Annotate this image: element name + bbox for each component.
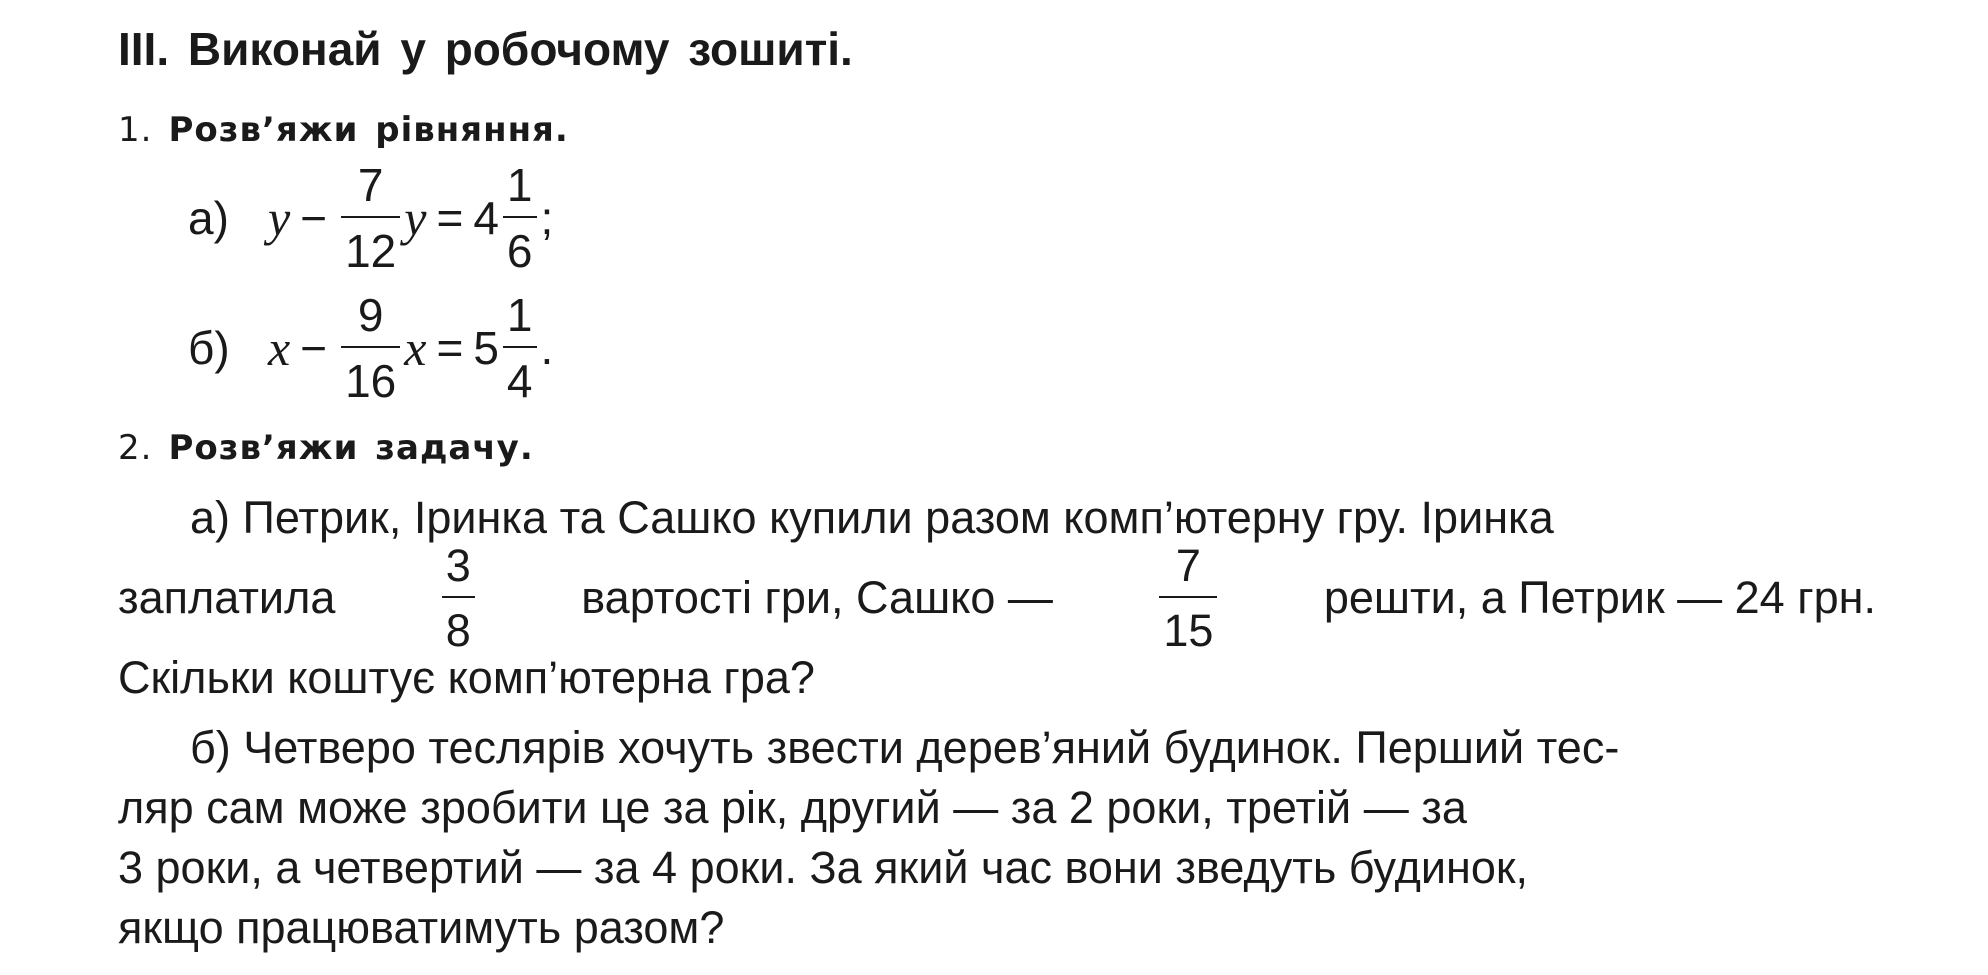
equation-b-variable: x xyxy=(268,320,291,376)
problem-a-line-1 xyxy=(118,488,1876,548)
equation-b-end: . xyxy=(540,322,554,374)
equation-a-mixed-fraction xyxy=(503,159,537,277)
equation-b-mixed-numerator: 1 xyxy=(506,289,533,341)
fraction-bar xyxy=(1159,596,1217,598)
problem-b-line-2 xyxy=(118,778,1876,838)
problem-b-line-1 xyxy=(118,718,1876,778)
equation-a-denominator: 12 xyxy=(345,225,397,277)
task-2-number: 2. xyxy=(118,428,153,468)
equation-a-variable-2: y xyxy=(404,190,427,246)
equation-a-mixed-denominator: 6 xyxy=(506,225,533,277)
equation-a-end: ; xyxy=(540,192,554,244)
problem-b-line-4: якщо працюватимуть разом? xyxy=(118,902,725,953)
task-2-title: Розв’яжи задачу. xyxy=(168,428,534,468)
equation-a-equals: = xyxy=(436,192,464,244)
problem-b-text-2: ляр сам може зробити це за рік, другий — за 2 роки, третій — за xyxy=(118,782,1467,833)
task-1-number: 1. xyxy=(118,110,153,150)
problem-a-fraction-1 xyxy=(442,540,475,656)
equation-b-fraction xyxy=(341,289,400,407)
equation-a-numerator: 7 xyxy=(357,159,384,211)
problem-a-fraction-2-numerator: 7 xyxy=(1175,540,1201,591)
problem-a-fraction-2-denominator: 15 xyxy=(1163,605,1214,656)
task-1-title: Розв’яжи рівняння. xyxy=(168,110,569,150)
equation-b-equals: = xyxy=(436,322,464,374)
equation-a-minus: − xyxy=(300,192,328,244)
problem-b-text-3: 3 роки, а четвертий — за 4 роки. За який час вони зведуть будинок, xyxy=(118,842,1529,893)
fraction-bar xyxy=(341,216,400,218)
equation-a-variable: y xyxy=(268,190,291,246)
problem-a-text-2-mid: вартості гри, Сашко — xyxy=(581,572,1053,623)
fraction-bar xyxy=(442,596,475,598)
problem-b-text-1: б) Четверо теслярів хочуть звести дерев’яний будинок. Перший тес- xyxy=(190,722,1620,773)
section-heading: III. Виконай у робочому зошиті. xyxy=(118,23,853,75)
equation-b-numerator: 9 xyxy=(357,289,384,341)
fraction-bar xyxy=(341,346,400,348)
equation-b-variable-2: x xyxy=(404,320,427,376)
problem-b-line-3 xyxy=(118,838,1876,898)
equation-b-whole: 5 xyxy=(473,322,499,374)
problem-a-line-3: Скільки коштує комп’ютерна гра? xyxy=(118,652,815,703)
equation-b-minus: − xyxy=(300,322,328,374)
problem-a-text-2-end: решти, а Петрик — 24 грн. xyxy=(1323,572,1876,623)
fraction-bar xyxy=(503,216,537,218)
problem-b xyxy=(118,718,1876,958)
task-1-label xyxy=(118,110,569,150)
equation-a-whole: 4 xyxy=(473,192,499,244)
problem-a-line-2 xyxy=(118,540,1876,656)
equation-b-mixed-denominator: 4 xyxy=(506,355,533,407)
equation-b-label: б) xyxy=(188,322,230,374)
equation-a-mixed-numerator: 1 xyxy=(506,159,533,211)
equation-a-label: а) xyxy=(188,192,229,244)
equation-a xyxy=(188,159,554,277)
problem-a-fraction-2 xyxy=(1159,540,1217,656)
problem-a-text-2-start: заплатила xyxy=(118,572,336,623)
equation-b-mixed-fraction xyxy=(503,289,537,407)
task-2-label xyxy=(118,428,534,468)
equation-b xyxy=(188,289,554,407)
problem-a-fraction-1-denominator: 8 xyxy=(445,605,471,656)
fraction-bar xyxy=(503,346,537,348)
problem-a-fraction-1-numerator: 3 xyxy=(445,540,471,591)
equation-a-fraction xyxy=(341,159,400,277)
problem-a-text-1: а) Петрик, Іринка та Сашко купили разом комп’ютерну гру. Іринка xyxy=(190,492,1554,543)
equation-b-denominator: 16 xyxy=(345,355,397,407)
problem-a xyxy=(118,488,1876,708)
